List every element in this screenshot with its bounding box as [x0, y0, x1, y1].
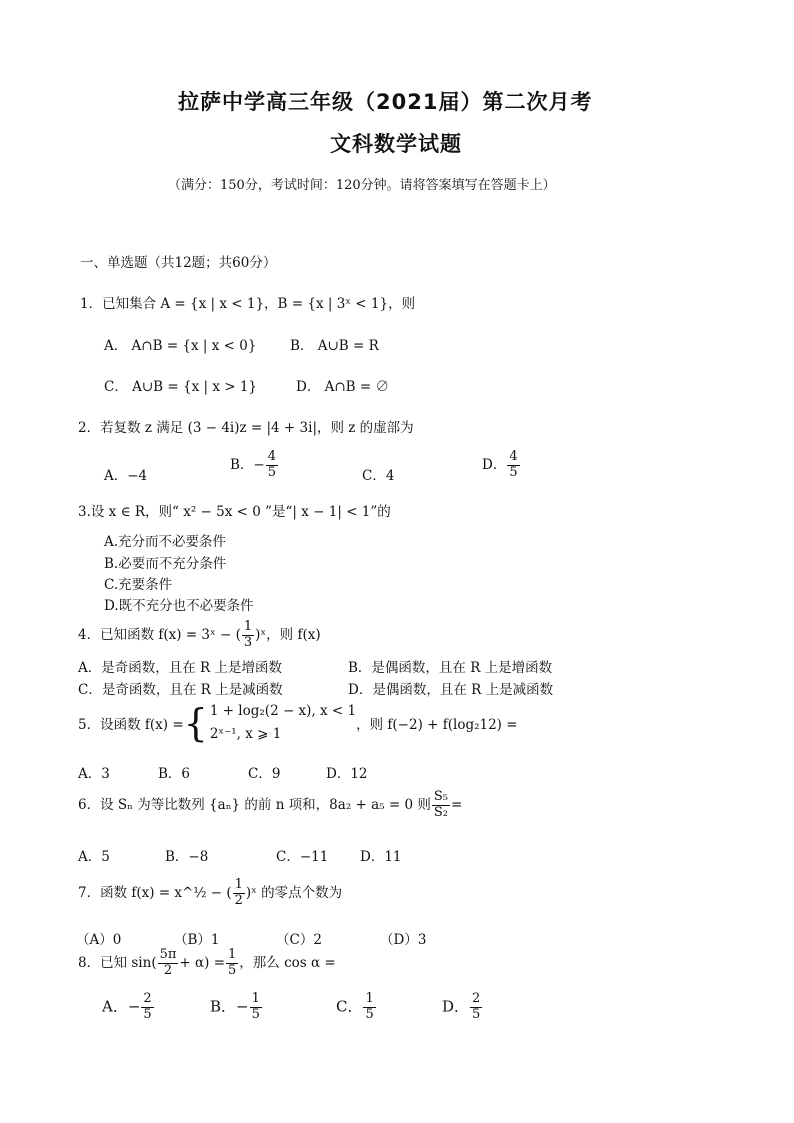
question-6-option-b: B．−8: [165, 849, 209, 865]
question-4-stem: 4．已知函数 f(x) = 3ˣ − ( $\frac{1}{3}$ )ˣ，则 f(x): [78, 619, 321, 650]
question-3-stem: 3.设 x ∈ R，则“ x² − 5x < 0 ”是“| x − 1| < 1”的: [78, 504, 391, 520]
question-7-option-d: （D）3: [380, 932, 427, 948]
question-5-option-b: B．6: [158, 766, 191, 782]
question-8-option-b: B．− $\frac{1}{5}$: [210, 991, 260, 1022]
question-1-stem: 1．已知集合 A = {x | x < 1}，B = {x | 3ˣ < 1}，则: [80, 296, 416, 312]
question-4-option-c: C．是奇函数，且在 R 上是减函数: [78, 682, 283, 698]
section-heading: 一、单选题（共12题；共60分）: [80, 255, 277, 271]
question-2-stem: 2．若复数 z 满足 (3 − 4i)z = |4 + 3i|，则 z 的虚部为: [78, 420, 414, 436]
exam-note: （满分：150分，考试时间：120分钟。请将答案填写在答题卡上）: [168, 178, 556, 193]
question-5-stem: 5．设函数 f(x) ={ 1 + log₂(2 − x), x < 1 2ˣ⁻¹, x ⩾ 1 ，则 f(−2) + f(log₂12) =: [78, 700, 518, 745]
question-3-option-a: A.充分而不必要条件: [104, 534, 227, 550]
question-2-option-a: A．−4: [104, 468, 148, 484]
question-5-option-a: A．3: [78, 766, 110, 782]
question-1-option-d: D． A∩B = ∅: [296, 379, 389, 395]
question-7-stem: 7．函数 f(x) = x^½ − ( $\frac{1}{2}$ )ˣ 的零点个数为: [78, 877, 343, 908]
question-2-option-c: C．4: [362, 468, 395, 484]
question-6-option-a: A．5: [78, 849, 110, 865]
question-5-option-c: C．9: [248, 766, 281, 782]
question-6-stem: 6．设 Sₙ 为等比数列 {aₙ} 的前 n 项和，8a₂ + a₅ = 0 则 $\frac{\text{S₅}}{\text{S₂}}$ =: [78, 789, 463, 820]
question-4-option-b: B．是偶函数，且在 R 上是增函数: [348, 660, 553, 676]
question-1-option-a: A． A∩B = {x | x < 0}: [104, 338, 257, 354]
question-8-option-a: A．− $\frac{2}{5}$: [102, 991, 152, 1022]
question-6-option-d: D．11: [360, 849, 402, 865]
question-8-option-c: C． $\frac{1}{5}$: [336, 991, 374, 1022]
question-4-option-d: D．是偶函数，且在 R 上是减函数: [348, 682, 554, 698]
question-4-option-a: A．是奇函数，且在 R 上是增函数: [78, 660, 282, 676]
exam-title: 拉萨中学高三年级（2021届）第二次月考: [178, 90, 593, 114]
question-7-option-a: （A）0: [76, 932, 122, 948]
question-7-option-c: （C）2: [276, 932, 322, 948]
question-1-option-b: B． A∪B = R: [290, 338, 379, 354]
question-1-option-c: C． A∪B = {x | x > 1}: [104, 379, 258, 395]
question-8-stem: 8．已知 sin( $\frac{5\pi}{2}$ + α) = $\frac{1}{5}$ ，那么 cos α =: [78, 947, 336, 978]
question-3-option-d: D.既不充分也不必要条件: [104, 598, 254, 614]
question-8-option-d: D． $\frac{2}{5}$: [442, 991, 481, 1022]
question-3-option-b: B.必要而不充分条件: [104, 556, 227, 572]
question-3-option-c: C.充要条件: [104, 577, 173, 593]
question-6-option-c: C．−11: [276, 849, 329, 865]
question-2-option-d: D． $\frac{4}{5}$: [482, 449, 518, 480]
question-5-option-d: D．12: [326, 766, 368, 782]
question-7-option-b: （B）1: [174, 932, 220, 948]
exam-subtitle: 文科数学试题: [330, 132, 462, 156]
question-2-option-b: B．− $\frac{4}{5}$: [230, 449, 277, 480]
